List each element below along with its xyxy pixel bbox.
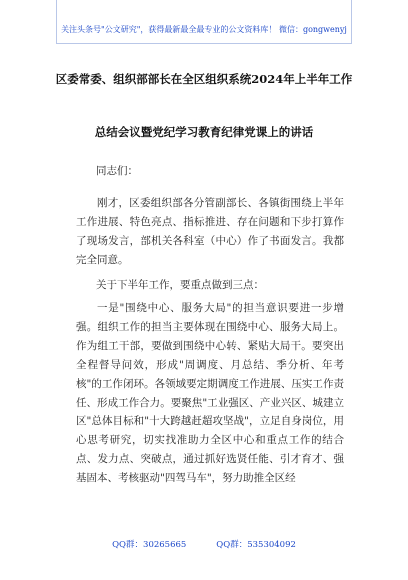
- body-paragraph-2: 关于下半年工作，要重点做到三点：: [96, 279, 264, 291]
- header-banner-box: [56, 0, 352, 44]
- footer-qq-group-2: QQ群：535304092: [216, 540, 296, 550]
- document-title-line-1: 区委常委、组织部部长在全区组织系统2024年上半年工作: [55, 72, 353, 86]
- document-title-line-2: 总结会议暨党纪学习教育纪律党课上的讲话: [94, 125, 314, 139]
- body-paragraph-1: 刚才，区委组织部各分管副部长、各镇街围绕上半年工作进展、特色亮点、指标推进、存在问题和下步打算作了现场发言，部机关各科室（中心）作了书面发言。我都完全同意。: [76, 197, 344, 266]
- header-banner-text: 关注头条号"公文研究"，获得最新最全最专业的公文资料库！ 微信：gongwenyj: [61, 25, 347, 34]
- body-paragraph-3: 一是"围绕中心、服务大局"的担当意识要进一步增强。组织工作的担当主要体现在围绕中心、服务大局上。作为组工干部，要做到围绕中心转、紧贴大局干。要突出全程督导问效，形成"周调度、月总结、季分析、年考核"的工作闭环。各领域要定期调度工作进展、压实工作责任、形成工作合力。要聚焦"工业强区、产业兴区、城建立区"总体目标和"十大跨越赶超攻坚战"，立足自身岗位，用心思考研究，切实找准助力全区中心和重点工作的结合点、发力点、突破点，通过抓好选贤任能、引才育才、强基固本、考核驱动"四驾马车"，努力助推全区经: [76, 302, 344, 485]
- salutation: 同志们：: [96, 165, 138, 177]
- footer-qq-group-1: QQ群：30265665: [112, 540, 187, 550]
- footer-contact: [0, 538, 408, 550]
